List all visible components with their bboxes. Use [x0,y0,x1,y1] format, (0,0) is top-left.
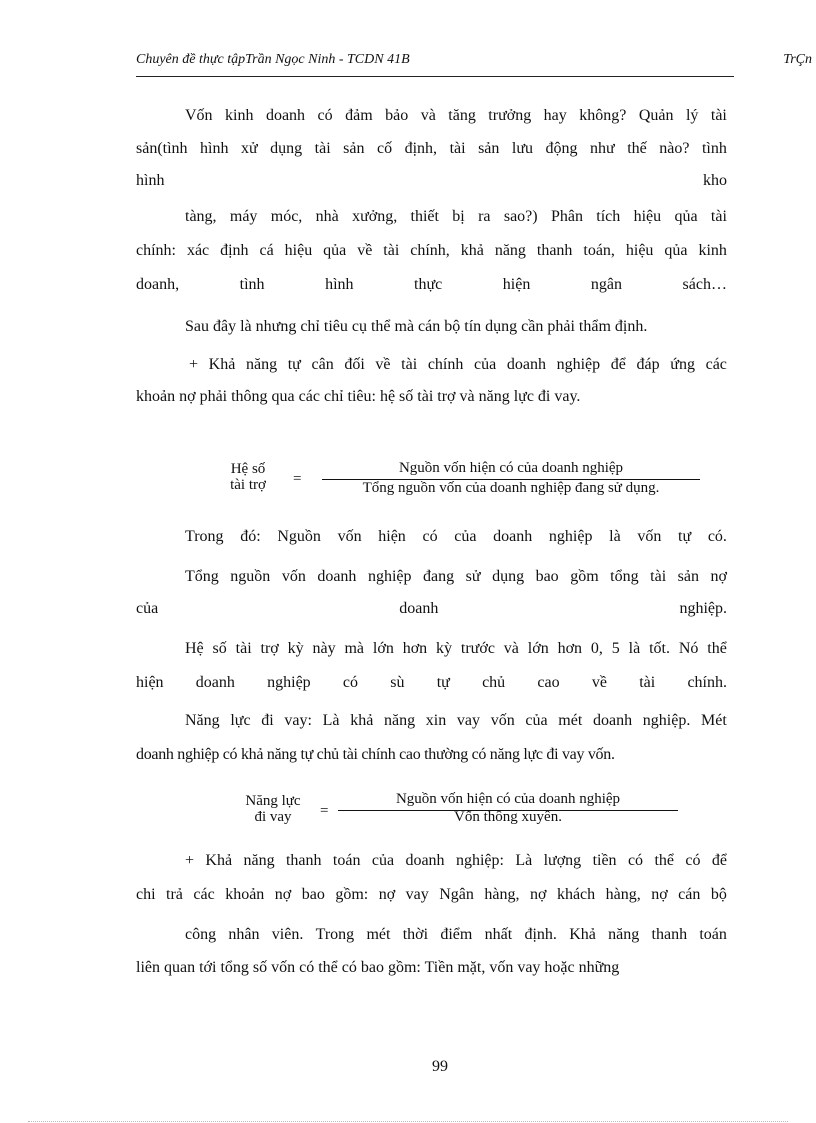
word: tốt. [649,640,670,657]
word: nguồn [230,568,271,585]
word: ra [478,208,491,225]
word: trả [166,886,183,903]
word: sử [465,568,481,585]
word: tài [449,140,466,157]
word: Là [515,852,533,869]
word: cố [377,140,393,157]
paragraph-4-line-1 [136,348,727,382]
word: mét [366,926,391,943]
word: gồm: [335,886,369,903]
word: nghiệp [367,568,412,585]
word: qủa [323,242,347,259]
word: về [375,356,391,373]
header-rule [136,76,734,77]
word: nợ [378,886,396,903]
word: Trong [185,528,224,545]
formula-2-label: Năng lực đi vay [245,793,301,825]
word: + [189,356,199,373]
word: hiệu [625,242,654,259]
word: có [422,528,438,545]
word: mà [344,640,365,657]
word: gồm [570,568,599,585]
word: nợ [529,886,547,903]
word: tiền [592,852,617,869]
word: định. [524,926,557,943]
word: Ngân [439,886,474,903]
word: doanh [493,528,533,545]
word: kinh [225,107,254,124]
word: của [525,712,548,729]
word: bảo [385,107,409,124]
word: tình [701,140,727,157]
word: kỳ [287,640,304,657]
word: Phân [550,208,583,225]
word: năng [245,356,278,373]
word: Nó [678,640,699,657]
word: nợ [651,886,668,903]
paragraph-2-line-1 [136,200,727,234]
word: đối [344,356,365,373]
word: sản(tình [136,140,188,157]
word: nhân [228,926,260,943]
word: Hệ [185,640,204,657]
page-header [136,48,812,76]
word: lớn [527,640,549,657]
word: số [212,640,227,657]
word: các [193,886,215,903]
formula-2-equals: = [320,803,329,819]
word: vốn [337,528,362,545]
formula-2-numerator: Nguồn vốn hiện có của doanh nghiệp [395,791,621,807]
word: toán, [583,242,615,259]
word: chi [136,886,156,903]
word: là [609,528,621,545]
paragraph-5 [136,520,727,554]
word: hàng, [484,886,520,903]
word: tài [314,140,331,157]
word: viên. [271,926,304,943]
paragraph-7-line-1 [136,632,727,666]
word: vốn [637,528,662,545]
word: thanh [536,242,573,259]
word: doanh [405,852,445,869]
paragraph-4-line-2: khoản nợ phải thông qua các chỉ tiêu: hệ số tài trợ và năng lực đi vay. [136,388,581,405]
word: năng [243,852,275,869]
word: các [705,356,727,373]
header-title: Chuyên đề thực tậpTrần Ngọc Ninh - TCDN 41B [136,52,410,67]
header-author: TrÇn [783,52,812,67]
word: năng [383,712,416,729]
word: có. [707,528,727,545]
word: có [685,852,701,869]
word: có [627,852,644,869]
page-number: 99 [432,1058,448,1075]
word: toán [332,852,361,869]
word: thời [402,926,429,943]
paragraph-2-line-3: doanh, tình hình thực hiện ngân sách… [136,276,727,293]
word: tăng [448,107,476,124]
word: đang [423,568,455,585]
word: năng [608,926,640,943]
word: vốn [490,712,515,729]
word: và [503,640,519,657]
formula-1-denominator: Tổng nguồn vốn của doanh nghiệp đang sử dụng. [362,480,660,496]
word: khoản [225,886,265,903]
word: của [454,528,477,545]
paragraph-10-line-2: liên quan tới tổng số vốn có thể có bao gồm: Tiền mặt, vốn vay hoặc những [136,959,620,976]
word: định, [404,140,438,157]
paragraph-6-line-2: của doanh nghiệp. [136,600,727,617]
word: Khả [569,926,596,943]
paragraph-6-line-1 [136,560,727,594]
word: động [545,140,578,157]
word: chính [427,356,464,373]
word: nghiệp [556,356,601,373]
word: tổng [610,568,639,585]
paragraph-9-line-2 [136,878,727,912]
word: tự [678,528,692,545]
word: cán [678,886,701,903]
word: nào? [659,140,690,157]
word: xác [186,242,210,259]
word: nghiệp. [642,712,691,729]
formula-2-denominator: Vốn thông xuyên. [454,809,562,825]
word: đó: [240,528,261,545]
paragraph-3: Sau đây là nhưng chỉ tiêu cụ thể mà cán bộ tín dụng cần phải thẩm định. [185,318,648,335]
word: bao [535,568,559,585]
word: bao [301,886,325,903]
word: 5 [611,640,620,657]
word: tài [235,640,252,657]
word: trưởng [488,107,532,124]
word: đảm [345,107,373,124]
word: dụng [270,140,303,157]
word: máy [229,208,258,225]
word: Khả [208,356,236,373]
word: thế [627,140,647,157]
word: + [185,852,195,869]
word: nợ [710,568,727,585]
word: Quản [638,107,674,124]
word: Khả [205,852,233,869]
word: hình [200,140,229,157]
word: bị [452,208,465,225]
word: chính, [410,242,450,259]
word: ứng [670,356,695,373]
word: năng [494,242,526,259]
word: tài [401,356,418,373]
word: có [317,107,333,124]
word: 0, [590,640,603,657]
word: doanh [265,107,306,124]
paragraph-2-line-2 [136,234,727,268]
paragraph-7-line-2: hiện doanh nghiệp có sù tự chủ cao về tài chính. [136,674,727,691]
word: dụng [492,568,525,585]
word: vốn [281,568,306,585]
word: lực [230,712,251,729]
word: thiết [410,208,439,225]
word: doanh [506,356,546,373]
word: khả [460,242,484,259]
paragraph-8-line-1 [136,704,727,738]
word: vay: [284,712,312,729]
word: qủa [674,208,698,225]
word: trợ [260,640,279,657]
word: vay [405,886,429,903]
word: doanh [592,712,633,729]
word: cân [311,356,334,373]
word: tài [710,208,727,225]
word: định [220,242,249,259]
word: Mét [701,712,727,729]
word: Năng [185,712,220,729]
word: Tổng [185,568,219,585]
word: sản [343,140,365,157]
word: đi [261,712,274,729]
footer-rule [28,1121,788,1122]
word: tài [710,107,727,124]
word: hàng, [605,886,641,903]
word: chính: [136,242,176,259]
word: lớn [372,640,394,657]
word: để [711,852,727,869]
paragraph-9-line-1 [136,844,727,878]
word: trước [460,640,495,657]
formula-1-label: Hệ số tài trợ [230,461,266,493]
paragraph-1-line-2 [136,132,727,166]
word: Vốn [185,107,213,124]
word: hơn [402,640,428,657]
word: của [371,852,395,869]
word: bộ [710,886,727,903]
word: sao?) [503,208,538,225]
word: nghiệp [548,528,593,545]
word: tài [650,568,667,585]
word: của [474,356,497,373]
word: kinh [698,242,727,259]
word: hiệu [633,208,662,225]
word: toán [699,926,727,943]
word: hiệu [284,242,313,259]
word: doanh [317,568,357,585]
word: lý [685,107,699,124]
word: xử [241,140,258,157]
word: lượng [543,852,582,869]
word: thể [654,852,674,869]
word: tài [383,242,400,259]
word: kỳ [436,640,453,657]
word: là [628,640,641,657]
word: hiện [378,528,406,545]
word: tàng, [185,208,217,225]
word: tích [596,208,621,225]
word: và [420,107,436,124]
word: khách [556,886,596,903]
word: nợ [274,886,292,903]
word: sản [677,568,699,585]
word: tự [287,356,301,373]
word: lưu [511,140,534,157]
word: móc, [270,208,303,225]
word: không? [579,107,627,124]
word: nghiệp: [455,852,504,869]
word: cá [259,242,274,259]
word: nhà [315,208,339,225]
word: Nguồn [277,528,321,545]
word: về [357,242,373,259]
formula-1-numerator: Nguồn vốn hiện có của doanh nghiệp [398,460,624,476]
word: mét [558,712,583,729]
paragraph-1-line-3: hình kho [136,172,727,189]
paragraph-10-line-1 [136,918,727,952]
word: này [312,640,336,657]
word: điểm [440,926,473,943]
word: sản [478,140,500,157]
paragraph-8-line-2: doanh nghiệp có khả năng tự chủ tài chính cao thường có năng lực đi vay vốn. [136,746,615,763]
word: khả [350,712,374,729]
word: xưởng, [352,208,398,225]
word: để [610,356,626,373]
word: thể [707,640,727,657]
word: hơn [557,640,583,657]
word: nhất [484,926,513,943]
paragraph-1-line-1 [136,99,727,133]
word: xin [425,712,447,729]
word: thanh [651,926,688,943]
word: đáp [636,356,660,373]
word: thanh [285,852,322,869]
word: Là [322,712,340,729]
word: Trong [315,926,355,943]
word: qủa [664,242,688,259]
word: hay [543,107,567,124]
word: như [590,140,615,157]
word: vay [456,712,481,729]
formula-1-equals: = [293,471,302,487]
word: công [185,926,217,943]
